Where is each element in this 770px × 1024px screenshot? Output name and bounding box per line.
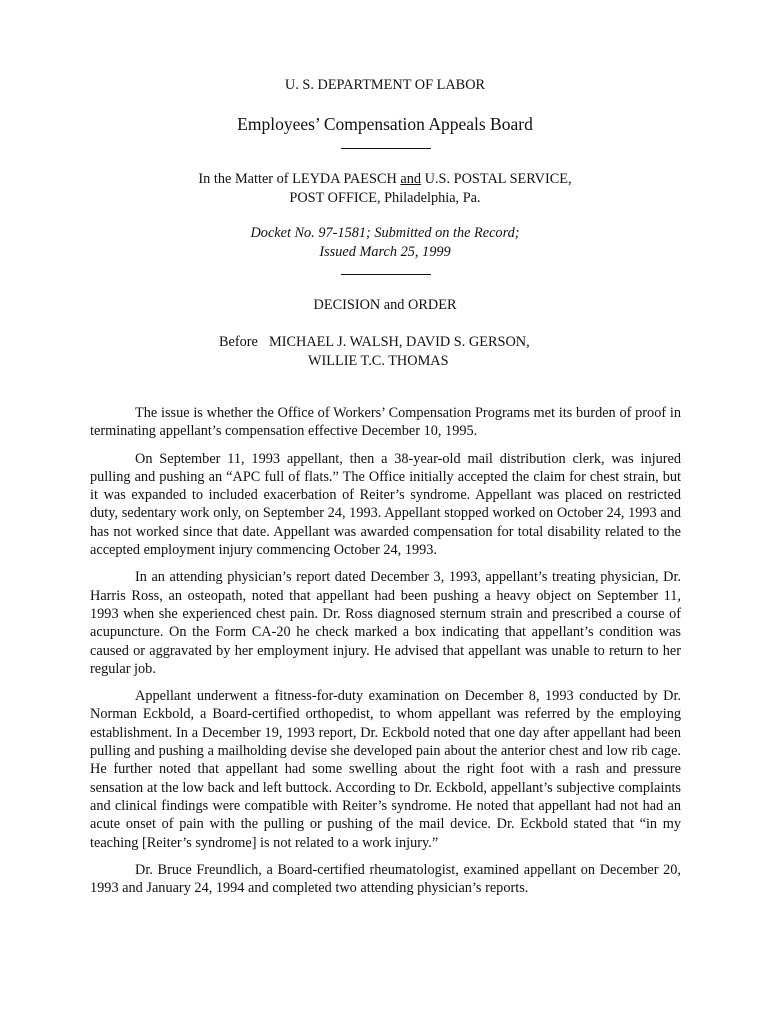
matter-and: and: [400, 171, 422, 187]
paragraph-3: In an attending physician’s report dated December 3, 1993, appellant’s treating physician, Dr. Harris Ross, an osteopath, noted that appellant had been pushing a heavy object on September 11, 1993 when she experienced chest pain. Dr. Ross diagnosed sternum strain and prescribed a course of acupuncture. On the Form CA-20 he check marked a box indicating that appellant’s condition was caused or aggravated by her employment injury. He advised that appellant was unable to return to her regular job.: [90, 569, 681, 677]
docket-line-2: Issued March 25, 1999: [319, 243, 451, 260]
docket-divider: [341, 274, 431, 275]
paragraph-5: Dr. Bruce Freundlich, a Board-certified rheumatologist, examined appellant on December 20, 1993 and January 24, 1994 and completed two attending physician’s reports.: [90, 861, 681, 897]
docket-info: [0, 224, 770, 261]
matter-caption: [0, 170, 770, 207]
before-label: Before: [219, 334, 258, 350]
docket-line-1: Docket No. 97-1581; Submitted on the Record;: [250, 225, 520, 241]
decision-body: [90, 404, 681, 906]
matter-suffix: U.S. POSTAL SERVICE,: [421, 171, 572, 187]
decision-heading: DECISION and ORDER: [313, 297, 457, 313]
matter-line-2: POST OFFICE, Philadelphia, Pa.: [289, 189, 481, 206]
before-names-1: MICHAEL J. WALSH, DAVID S. GERSON,: [269, 334, 530, 350]
department-heading: U. S. DEPARTMENT OF LABOR: [284, 77, 486, 93]
before-names-2: WILLIE T.C. THOMAS: [308, 352, 449, 369]
paragraph-1: The issue is whether the Office of Workers’ Compensation Programs met its burden of proof in terminating appellant’s compensation effective December 10, 1995.: [90, 405, 681, 440]
board-title: Employees’ Compensation Appeals Board: [237, 114, 533, 134]
paragraph-4: Appellant underwent a fitness-for-duty examination on December 8, 1993 conducted by Dr. Norman Eckbold, a Board-certified orthopedist, to whom appellant was referred by the employing establishment. In a December 19, 1993 report, Dr. Eckbold noted that one day after appellant had been pulling and pushing a mailholding devise she developed pain about the anterior chest and low rib cage. He further noted that appellant had some swelling about the right foot with a rash and pressure sensation at the low back and left buttock. According to Dr. Eckbold, appellant’s subjective complaints and clinical findings were compatible with Reiter’s syndrome. He noted that appellant had not had an acute onset of pain with the pulling or pushing of the mail device. Dr. Eckbold stated that “in my teaching [Reiter’s syndrome] is not related to a work injury.”: [90, 688, 681, 851]
title-divider: [341, 148, 431, 149]
paragraph-2: On September 11, 1993 appellant, then a 38-year-old mail distribution clerk, was injured pulling and pushing an “APC full of flats.” The Office initially accepted the claim for chest strain, but it was expanded to included exacerbation of Reiter’s syndrome. Appellant was placed on restricted duty, sedentary work only, on September 24, 1993. Appellant stopped worked on October 24, 1993 and has not worked since that date. Appellant was awarded compensation for total disability related to the accepted employment injury commencing October 24, 1993.: [90, 450, 681, 559]
panel-members: [219, 333, 619, 370]
matter-prefix: In the Matter of LEYDA PAESCH: [198, 171, 401, 187]
